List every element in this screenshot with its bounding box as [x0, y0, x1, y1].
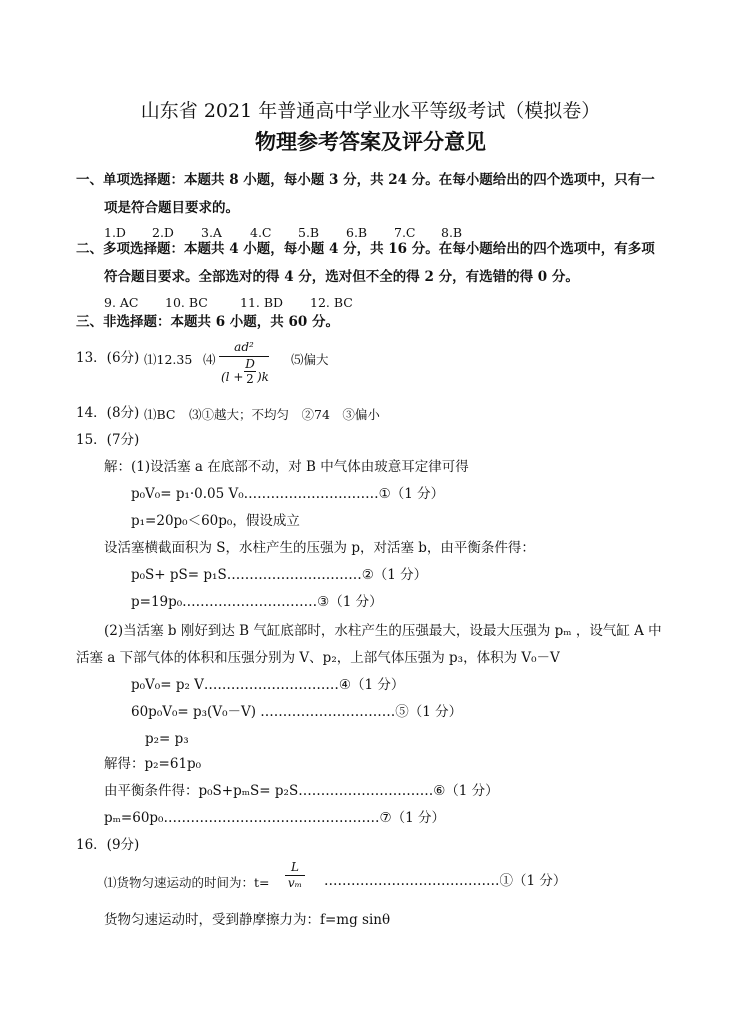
- q15-line3: p₁=20p₀＜60p₀，假设成立: [131, 513, 300, 529]
- q13-part5: ⑸偏大: [291, 352, 329, 367]
- q16-fraction: [285, 860, 305, 891]
- page-subtitle: 物理参考答案及评分意见: [255, 129, 486, 154]
- answer-5: 5.B: [298, 225, 320, 240]
- answer-11: 11. BD: [240, 295, 284, 310]
- q15-line11: p₂= p₃: [145, 731, 189, 747]
- section2-heading-cont: 符合题目要求。全部选对的得 4 分，选对但不全的得 2 分，有选错的得 0 分。: [104, 269, 579, 285]
- q16-frac-denominator: vₘ: [287, 876, 303, 890]
- answer-12: 12. BC: [310, 295, 353, 310]
- q16-label: 16．(9分): [76, 837, 140, 853]
- q14-part3: ⑶①越大；不均匀 ②74 ③偏小: [189, 407, 380, 422]
- q13-inner-num: D: [245, 357, 255, 371]
- q14-part1: ⑴BC: [144, 407, 176, 422]
- page-title: 山东省 2021 年普通高中学业水平等级考试（模拟卷）: [140, 100, 601, 122]
- q15-line5: p₀S+ pS= p₁S…………………………②（1 分）: [131, 567, 428, 583]
- q13-inner-den: 2: [246, 372, 254, 386]
- q13-label: 13．(6分): [76, 350, 140, 366]
- section1-heading-cont: 项是符合题目要求的。: [104, 200, 239, 216]
- q15-line1: 解：(1)设活塞 a 在底部不动，对 B 中气体由玻意耳定律可得: [104, 459, 469, 475]
- q13-frac-denominator: [219, 357, 269, 391]
- answer-2: 2.D: [152, 225, 174, 240]
- q13-den-right: )k: [257, 370, 269, 384]
- q13-fraction: [219, 340, 269, 391]
- q14-label: 14．(8分): [76, 405, 140, 421]
- q15-line10: 60p₀V₀= p₃(V₀－V) …………………………⑤（1 分）: [131, 704, 463, 720]
- q15-line9: p₀V₀= p₂ V…………………………④（1 分）: [131, 677, 405, 693]
- q16-line1-suffix: …………………………………①（1 分）: [324, 873, 567, 889]
- q13-inner-fraction: [244, 357, 256, 386]
- q15-line14: pₘ=60p₀…………………………………………⑦（1 分）: [104, 810, 445, 826]
- q13-part1: ⑴12.35: [144, 352, 193, 367]
- q13-frac-numerator: ad²: [234, 340, 254, 354]
- q15-line7: (2)当活塞 b 刚好到达 B 气缸底部时，水柱产生的压强最大，设最大压强为 pₘ ，设气缸 A 中: [104, 623, 662, 639]
- answer-10: 10. BC: [165, 295, 208, 310]
- answer-8: 8.B: [441, 225, 463, 240]
- section2-heading: 二、多项选择题：本题共 4 小题，每小题 4 分，共 16 分。在每小题给出的四个选项中，有多项: [76, 241, 655, 257]
- q15-line6: p=19p₀…………………………③（1 分）: [131, 594, 383, 610]
- q16-frac-numerator: L: [291, 860, 299, 874]
- q15-label: 15．(7分): [76, 432, 140, 448]
- answer-7: 7.C: [394, 225, 416, 240]
- q15-line4: 设活塞横截面积为 S，水柱产生的压强为 p，对活塞 b，由平衡条件得：: [104, 540, 535, 556]
- q15-line12: 解得：p₂=61p₀: [104, 756, 202, 772]
- q15-line8: 活塞 a 下部气体的体积和压强分别为 V、p₂，上部气体压强为 p₃，体积为 V₀－V: [76, 650, 560, 666]
- answer-1: 1.D: [104, 225, 126, 240]
- q16-line1-prefix: ⑴货物匀速运动的时间为：t=: [104, 875, 270, 890]
- q16-line2: 货物匀速运动时，受到静摩擦力为：f=mg sinθ: [104, 912, 391, 928]
- answer-3: 3.A: [201, 225, 222, 240]
- q13-part4-label: ⑷: [203, 352, 216, 367]
- section3-heading: 三、非选择题：本题共 6 小题，共 60 分。: [76, 314, 339, 330]
- q15-line13: 由平衡条件得：p₀S+pₘS= p₂S…………………………⑥（1 分）: [104, 783, 499, 799]
- q15-line2: p₀V₀= p₁·0.05 V₀…………………………①（1 分）: [131, 486, 445, 502]
- answer-6: 6.B: [346, 225, 368, 240]
- answer-4: 4.C: [250, 225, 272, 240]
- section1-heading: 一、单项选择题：本题共 8 小题，每小题 3 分，共 24 分。在每小题给出的四个选项中，只有一: [76, 172, 655, 188]
- answer-9: 9. AC: [104, 295, 139, 310]
- q13-den-left: (l +: [221, 370, 244, 384]
